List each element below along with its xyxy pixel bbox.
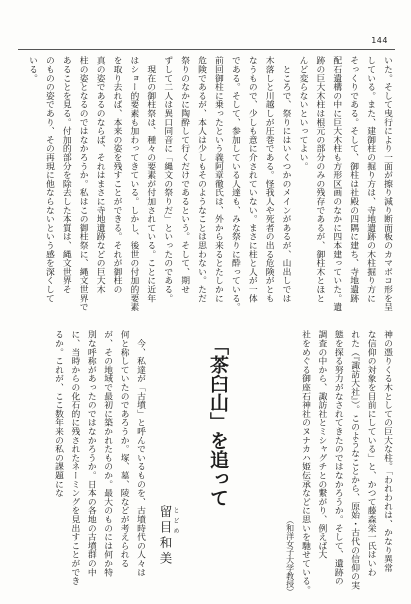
text-column: そっくりである。そして、御柱は社殿の四隅に建ち、寺地遺跡 — [348, 56, 359, 303]
text-column: な信仰の対象を目前にしている」と、かつて藤森栄一氏はいわ — [365, 330, 376, 577]
text-column: 危険であるが、本人は少しもそのようなことは思わない。ただ — [196, 56, 207, 303]
text-column: のものの姿であり、その再現に他ならないという感を深くして — [43, 56, 54, 303]
text-column: るか。これが、ここ数年来の私の課題にな — [52, 330, 63, 498]
text-column: している。また、建御柱の掘り方は、寺地遺跡の木柱掘り方に — [365, 56, 376, 303]
author-affiliation: （和洋女子大学教授） — [285, 516, 295, 596]
upper-tier-text — [18, 56, 395, 322]
text-column: 柱の姿となるのではなかろうか。私はこの御柱祭に、縄文世界で — [77, 56, 88, 312]
text-column: なうもので、少しも意に介されていない。まさに柱と人が一体 — [246, 56, 257, 303]
text-column: んど変らないといってよい。 — [297, 56, 308, 171]
author-given-name: 和美 — [158, 536, 173, 567]
text-column: あることを見る。付加的部分を除去した本質は、縄文世界そ — [60, 56, 71, 294]
text-column: 木落しと川越しが圧巻である。怪我人や死者の出る危険がとも — [263, 56, 274, 303]
article-author — [151, 505, 179, 585]
author-surname-text: 留目 — [158, 505, 173, 536]
text-column: 真の姿であるのならば、それはまさに寺地遺跡などの巨大木 — [94, 56, 105, 294]
text-column: いる。 — [26, 56, 37, 83]
text-column: ずして二人は異口同音に「縄文の祭りだ」といったのである。 — [162, 56, 173, 303]
text-column: 配石遺構の中に巨大木柱も方形区画のなかに四本建っていた。遺 — [331, 56, 342, 312]
text-column: 前回御柱に乗ったという義阿章徹氏は、外から来るとたしかに — [212, 56, 223, 303]
text-column: である。そして、参加している人達も、みな祭りに酔っている。 — [229, 56, 240, 312]
text-column: れた（『諏訪大社』）。このようなことから、原始・古代の信仰の実 — [349, 330, 360, 590]
previous-article-ending — [280, 330, 395, 596]
author-surname — [158, 505, 179, 536]
text-column: を取り去れば、本来の姿を残すことができる。それが御柱の — [111, 56, 122, 294]
text-column: 今、私達が「古墳」と呼んでいるものを、古墳時代の人々は — [135, 330, 145, 577]
header-rule — [18, 49, 395, 50]
text-column: に、当時からの化石的に残されたネーミングを見出すことができ — [69, 330, 80, 586]
text-column: 態を探る努力がなされてきたのではなかろうか。そして、遺跡の — [332, 330, 343, 586]
text-column: ところで、祭りにはいくつかのメインがあるが、山出しでは — [280, 56, 291, 303]
text-column: 現在の御柱祭は、種々の要素が付加されている。ことに近年 — [145, 56, 156, 303]
text-column: 別な呼称があったのではなかろうか。日本の各地の古墳群の中 — [85, 330, 96, 577]
text-column: いた。そして曳行により一面が擦り減り断面板のカマボコ形を呈 — [382, 56, 392, 312]
article-body — [50, 330, 148, 596]
article-title: 「茶臼山」を追って — [207, 336, 229, 507]
page-number: 144 — [371, 36, 388, 45]
text-column: 何と称していたのであろうか。塚、墓、陵などが考えられる — [118, 330, 129, 568]
text-column: 社をめぐる御座石神社のヌナカハ姫伝承などに思いを馳せている。 — [299, 330, 310, 594]
text-column: 神の憑りくる木としての巨大な柱。「われわれは、かなり異常 — [382, 330, 392, 572]
text-column: 調査の中から、諏訪社とミシャグチとの繋がり、例えば大 — [316, 330, 327, 559]
author-surname-ruby: とどめ — [172, 505, 179, 536]
text-column: 跡の巨大木柱は根元の部分のみの残存であるが、御柱木とほと — [314, 56, 325, 303]
text-column: が、その地域で最初に築かれたものか。最大のものには何か特 — [102, 330, 113, 577]
text-column: はショー的要素も加わってきている。しかし、後世の付加的要素 — [128, 56, 139, 312]
text-column: 祭りのなかに陶酔して行くだけであるという。そして、期せ — [179, 56, 190, 294]
